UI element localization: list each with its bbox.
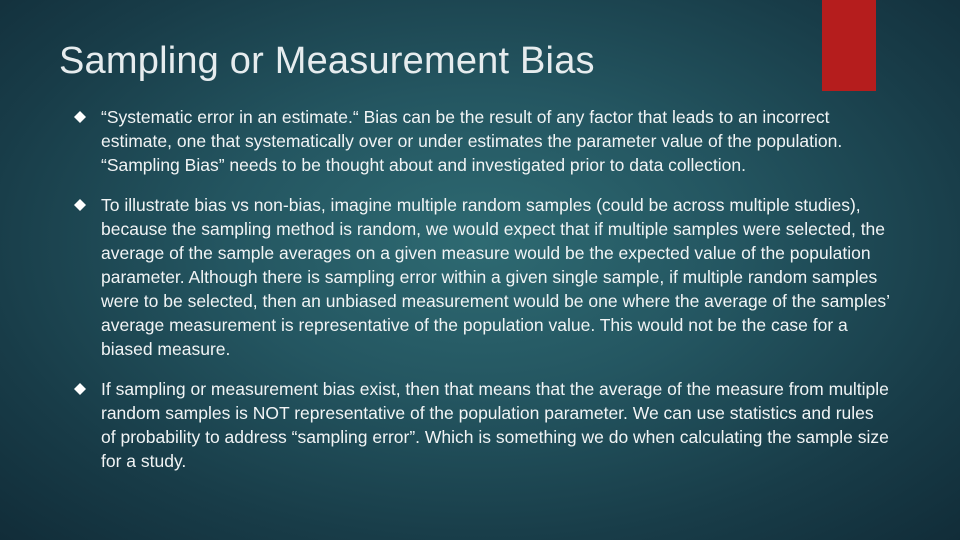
slide-title: Sampling or Measurement Bias bbox=[59, 40, 595, 82]
diamond-bullet-icon bbox=[74, 383, 86, 395]
bullet-item bbox=[74, 377, 890, 473]
diamond-bullet-icon bbox=[74, 111, 86, 123]
bullet-item bbox=[74, 105, 890, 177]
bullet-text: “Systematic error in an estimate.“ Bias can be the result of any factor that leads to an incorrect estimate, one that systematically over or under estimates the parameter value of the population. “Sampling Bias” needs to be thought about and investigated prior to data collection. bbox=[101, 107, 843, 175]
bullet-text: If sampling or measurement bias exist, then that means that the average of the measure from multiple random samples is NOT representative of the population parameter. We can use statistics and rules of probability to address “sampling error”. Which is something we do when calculating the sample size for a study. bbox=[101, 379, 889, 471]
diamond-bullet-icon bbox=[74, 199, 86, 211]
bullet-item bbox=[74, 193, 890, 361]
bullet-text: To illustrate bias vs non-bias, imagine multiple random samples (could be across multiple studies), because the sampling method is random, we would expect that if multiple samples were selected, the average of the sample averages on a given measure would be the expected value of the population parameter. Although there is sampling error within a given single sample, if multiple random samples were to be selected, then an unbiased measurement would be one where the average of the samples’ average measurement is representative of the population value. This would not be the case for a biased measure. bbox=[101, 195, 890, 359]
red-accent-bar bbox=[822, 0, 876, 91]
bullet-list bbox=[74, 105, 890, 489]
